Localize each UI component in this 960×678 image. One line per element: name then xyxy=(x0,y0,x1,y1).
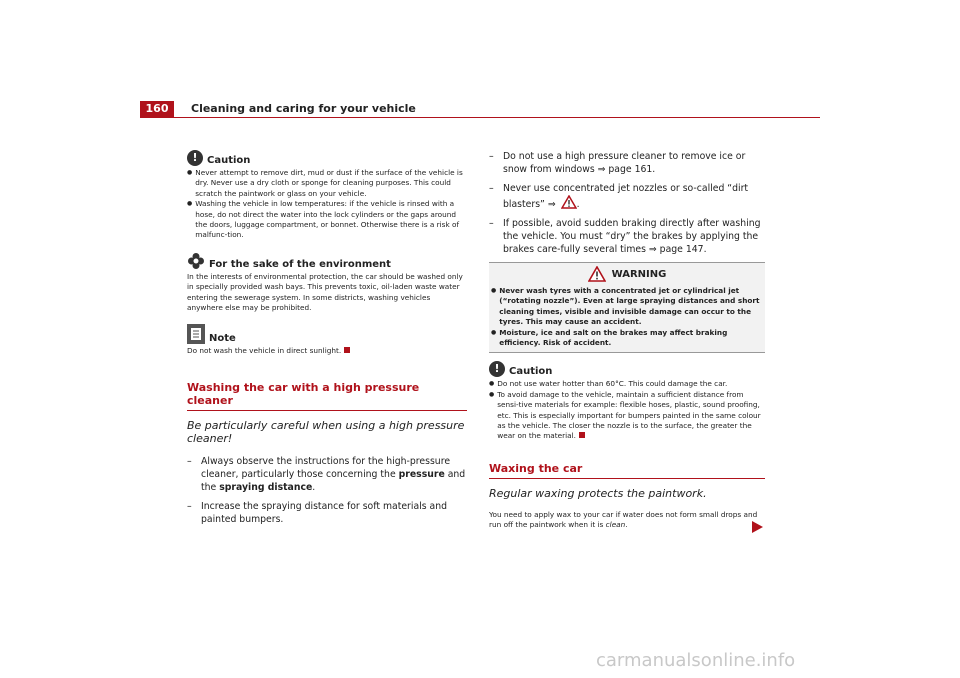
environment-heading: For the sake of the environment xyxy=(209,258,391,270)
warning-item: ● Never wash tyres with a concentrated jet or cylindrical jet (“rotating nozzle”). Even at large spraying distances and short cleaning times, visible and invisible damage can occur to the tyres. This may cause an accident. xyxy=(499,286,760,327)
caution-heading: Caution xyxy=(509,366,553,378)
right-column xyxy=(489,150,765,531)
waxing-text: You need to apply wax to your car if water does not form small drops and run off the paintwork when it is clean. xyxy=(489,509,758,530)
left-column xyxy=(187,150,467,532)
caution-item: ● Never attempt to remove dirt, mud or dust if the surface of the vehicle is dry. Never use a dry cloth or sponge for cleaning purposes. This could scratch the paintwork or glass on your vehicle. xyxy=(195,168,463,198)
warning-icon xyxy=(588,266,606,282)
watermark: carmanualsonline.info xyxy=(596,650,796,671)
environment-text: In the interests of environmental protection, the car should be washed only in specially provided wash bays. This prevents toxic, oil-laden waste water entering the sewerage system. In some districts, washing vehicles anywhere else may be prohibited. xyxy=(187,271,463,313)
instruction-step: – If possible, avoid sudden braking directly after washing the vehicle. You must “dry” the brakes by applying the brakes care-fully several times ⇒ page 147. xyxy=(489,218,761,255)
note-heading: Note xyxy=(209,333,236,345)
warning-heading: WARNING xyxy=(611,268,667,280)
note-block xyxy=(187,324,467,356)
instruction-step: – Increase the spraying distance for soft materials and painted bumpers. xyxy=(187,500,448,525)
caution-icon: ! xyxy=(489,361,505,377)
instruction-step: – Never use concentrated jet nozzles or so-called “dirt blasters” ⇒ . xyxy=(489,183,749,210)
note-icon xyxy=(187,324,205,344)
environment-block xyxy=(187,252,467,314)
instruction-step: – Do not use a high pressure cleaner to remove ice or snow from windows ⇒ page 161. xyxy=(489,151,746,175)
warning-box xyxy=(489,262,765,353)
header-rule xyxy=(140,117,820,118)
caution-item: ● Washing the vehicle in low temperatures: if the vehicle is rinsed with a hose, do not direct the water into the lock cylinders or the gaps around the doors, luggage compartment, or bonnet. Otherwise there is a risk of malfunc-tion. xyxy=(195,199,460,240)
section-subtitle-waxing: Regular waxing protects the paintwork. xyxy=(489,486,707,500)
section-subtitle-high-pressure: Be particularly careful when using a high pressure cleaner! xyxy=(187,418,465,445)
end-of-section-mark xyxy=(579,432,585,438)
warning-reference-icon xyxy=(561,195,577,209)
page-header-title: Cleaning and caring for your vehicle xyxy=(191,102,416,115)
section-title-high-pressure: Washing the car with a high pressure cleaner xyxy=(187,381,467,411)
emphasis-spraying-distance: spraying distance xyxy=(219,481,313,493)
instruction-step: – Always observe the instructions for the high-pressure cleaner, particularly those concerning the pressure and the spraying distance. xyxy=(187,455,466,493)
section-title-waxing: Waxing the car xyxy=(489,462,765,479)
warning-item: ● Moisture, ice and salt on the brakes may affect braking efficiency. Risk of accident. xyxy=(499,327,728,348)
next-page-arrow-icon[interactable] xyxy=(752,521,763,533)
caution-block xyxy=(187,150,467,241)
caution-item: ● Do not use water hotter than 60°C. This could damage the car. xyxy=(497,379,728,389)
caution-item: To avoid damage to the vehicle, maintain a sufficient distance from sensi-tive materials for example: flexible hoses, plastic, sound proofing, etc. This is especially important for bumpers painted in the same colour as the vehicle. The closer the nozzle is to the surface, the greater the wear on the material. xyxy=(497,389,761,441)
emphasis-pressure: pressure xyxy=(398,468,445,480)
note-text: Do not wash the vehicle in direct sunlight. xyxy=(187,346,342,356)
page-number: 160 xyxy=(140,101,174,117)
caution-heading: Caution xyxy=(207,155,251,166)
flower-icon xyxy=(187,252,205,270)
end-of-section-mark xyxy=(344,347,350,353)
caution-block xyxy=(489,361,765,441)
caution-icon: ! xyxy=(187,150,203,166)
